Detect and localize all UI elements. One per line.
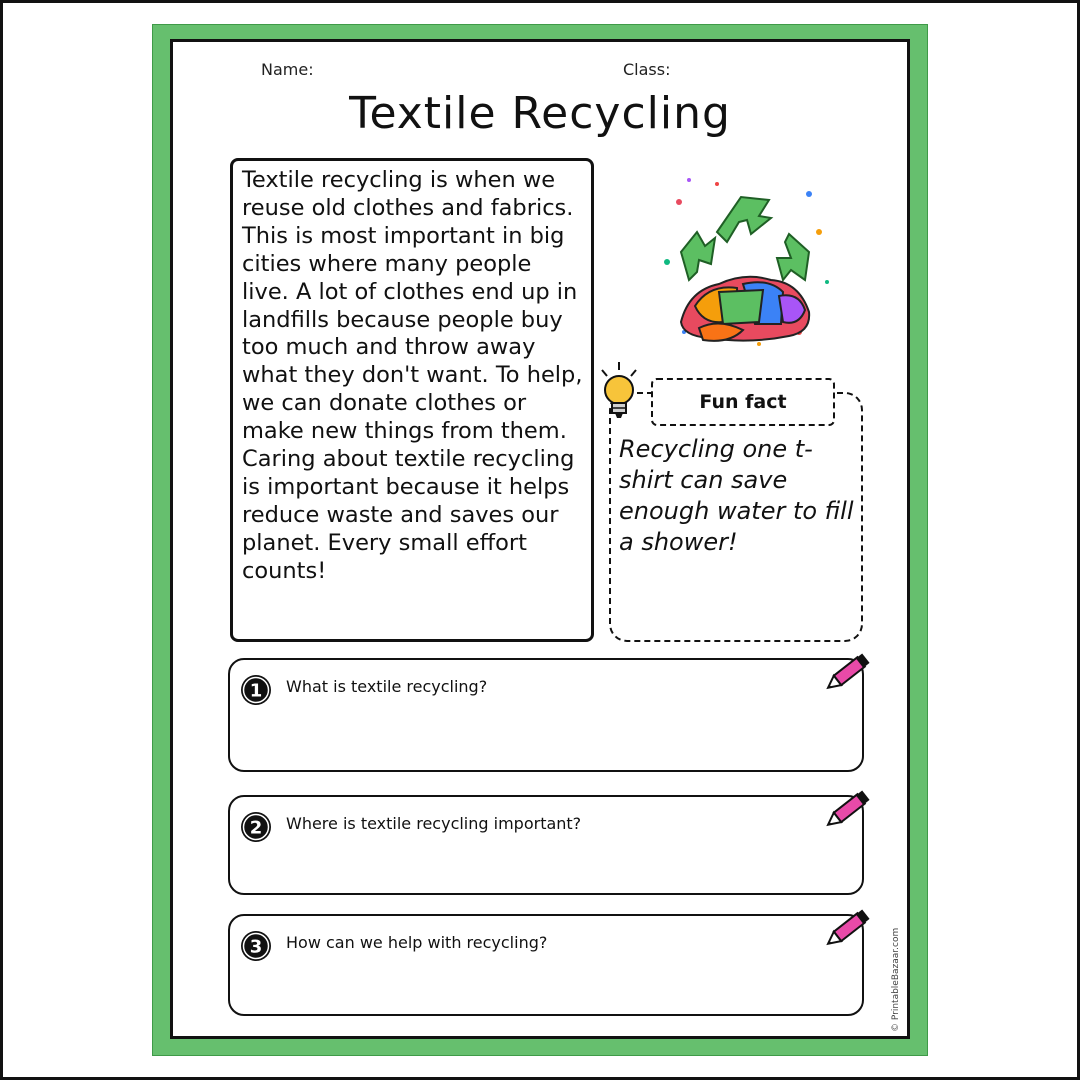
- reading-passage: Textile recycling is when we reuse old clothes and fabrics. This is most important in big cities where many people live. A lot of clothes end up in landfills because people buy too much and throw away what they don't want. To help, we can donate clothes or make new things from them. Caring about textile recycling is important because it helps reduce waste and saves our planet. Every small effort counts!: [230, 158, 594, 642]
- number-badge-icon: [239, 810, 273, 844]
- question-text: Where is textile recycling important?: [286, 814, 582, 833]
- question-box-1[interactable]: [228, 658, 864, 772]
- pencil-icon: [818, 787, 874, 837]
- number-badge-icon: [239, 673, 273, 707]
- question-number: 1: [249, 680, 263, 702]
- fun-fact-text: Recycling one t-shirt can save enough water to fill a shower!: [619, 435, 854, 556]
- worksheet: [170, 39, 910, 1039]
- pencil-icon: [818, 650, 874, 700]
- fun-fact-label: Fun fact: [651, 378, 835, 426]
- class-label: Class:: [623, 60, 671, 79]
- pencil-icon: [818, 906, 874, 956]
- question-text: How can we help with recycling?: [286, 933, 548, 952]
- page-title: Textile Recycling: [349, 88, 731, 139]
- recycling-clothes-illustration: [659, 172, 831, 352]
- recycle-arrows: [681, 197, 809, 280]
- question-number: 2: [249, 817, 263, 839]
- question-box-3[interactable]: [228, 914, 864, 1016]
- question-text: What is textile recycling?: [286, 677, 488, 696]
- question-box-2[interactable]: [228, 795, 864, 895]
- number-badge-icon: [239, 929, 273, 963]
- question-number: 3: [249, 936, 263, 958]
- light-bulb-icon: [594, 360, 644, 426]
- name-label: Name:: [261, 60, 314, 79]
- copyright-notice: © PrintableBazaar.com: [891, 927, 901, 1032]
- clothes-pile: [681, 277, 809, 341]
